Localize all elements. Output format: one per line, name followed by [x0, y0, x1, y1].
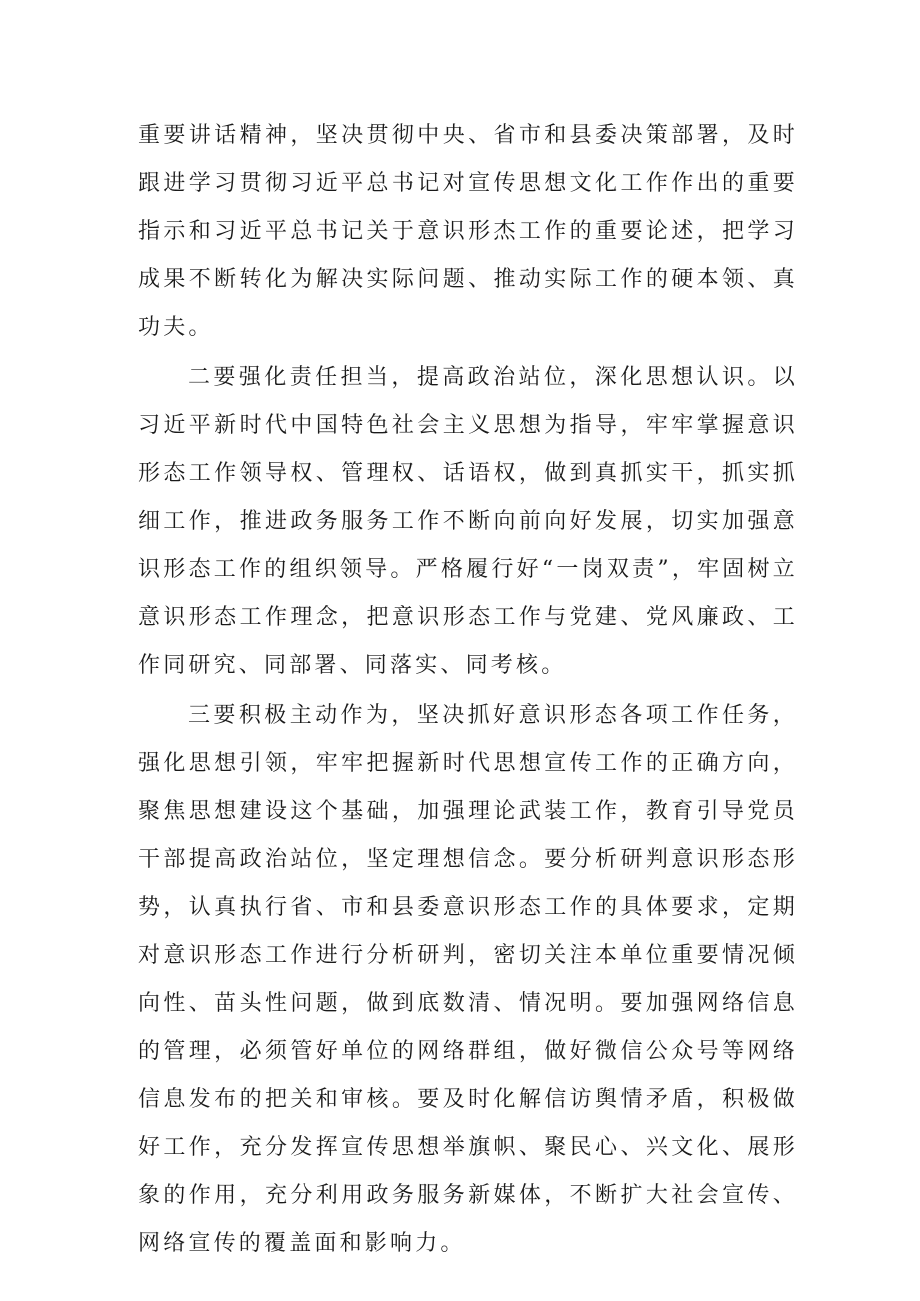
- paragraph-2: 二要强化责任担当，提高政治站位，深化思想认识。以习近平新时代中国特色社会主义思想为指导，牢牢掌握意识形态工作领导权、管理权、话语权，做到真抓实干，抓实抓细工作，推进政务服务工作不断向前向好发展，切实加强意识形态工作的组织领导。严格履行好“一岗双责”，牢固树立意识形态工作理念，把意识形态工作与党建、党风廉政、工作同研究、同部署、同落实、同考核。: [138, 365, 798, 678]
- paragraph-1: 重要讲话精神，坚决贯彻中央、省市和县委决策部署，及时跟进学习贯彻习近平总书记对宣传思想文化工作作出的重要指示和习近平总书记关于意识形杰工作的重要论述，把学习成果不断转化为解决实际问题、推动实际工作的硬本领、真功夫。: [138, 123, 798, 340]
- document-body: [138, 112, 798, 1268]
- paragraph-3: 三要积极主动作为，坚决抓好意识形态各项工作任务，强化思想引领，牢牢把握新时代思想宣传工作的正确方向，聚焦思想建设这个基础，加强理论武装工作，教育引导党员干部提高政治站位，坚定理想信念。要分析研判意识形态形势，认真执行省、市和县委意识形态工作的具体要求，定期对意识形态工作进行分析研判，密切关注本单位重要情况倾向性、苗头性问题，做到底数清、情况明。要加强网络信息的管理，必须管好单位的网络群组，做好微信公众号等网络信息发布的把关和审核。要及时化解信访舆情矛盾，积极做好工作，充分发挥宣传思想举旗帜、聚民心、兴文化、展形象的作用，充分利用政务服务新媒体，不断扩大社会宣传、网络宣传的覆盖面和影响力。: [138, 703, 798, 1256]
